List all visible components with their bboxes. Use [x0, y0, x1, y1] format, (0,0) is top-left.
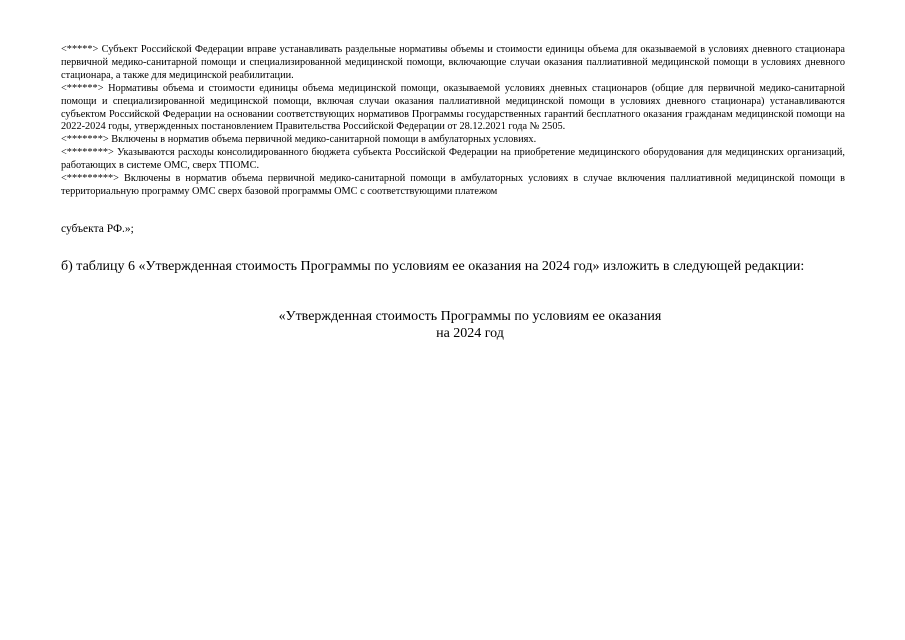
footnote-9: <*********> Включены в норматив объема первичной медико-санитарной помощи в амбулаторных условиях в случае включения паллиативной медицинской помощи в территориальную программу ОМС сверх базовой программы ОМС с соответствующими платежом [61, 173, 845, 197]
table-title [170, 308, 770, 342]
footnote-8: <********> Указываются расходы консолидированного бюджета субъекта Российской Федерации на приобретение медицинского оборудования для медицинских организаций, работающих в системе ОМС, сверх ТПОМС. [61, 147, 845, 172]
footnote-7: <*******> Включены в норматив объема первичной медико-санитарной помощи в амбулаторных условиях. [61, 134, 537, 146]
footnote-tail: субъекта РФ.»; [61, 223, 134, 235]
table-title-line-1: «Утвержденная стоимость Программы по условиям ее оказания [278, 309, 662, 324]
paragraph-b: б) таблицу 6 «Утвержденная стоимость Программы по условиям ее оказания на 2024 год» изложить в следующей редакции: [61, 259, 805, 274]
footnote-5: <*****> Субъект Российской Федерации вправе устанавливать раздельные нормативы объемы и стоимости единицы объема для оказываемой в условиях дневного стационара первичной медико-санитарной помощи и специализированной медицинской помощи, включающие случаи оказания паллиативной медицинской помощи в условиях дневного стационара, а также для медицинской реабилитации. [61, 44, 845, 81]
footnote-6: <******> Нормативы объема и стоимости единицы объема медицинской помощи, оказываемой условиях дневных стационаров (общие для первичной медико-санитарной помощи и специализированной медицинской помощи, включая случаи оказания паллиативной медицинской помощи в условиях дневного стационара) устанавливаются субъектом Российской Федерации на основании соответствующих нормативов Программы государственных гарантий бесплатного оказания гражданам медицинской помощи на 2022-2024 годы, утвержденных постановлением Правительства Российской Федерации от 28.12.2021 года № 2505. [61, 82, 845, 133]
table-title-line-2: на 2024 год [436, 326, 504, 341]
footnotes-block [61, 44, 845, 199]
